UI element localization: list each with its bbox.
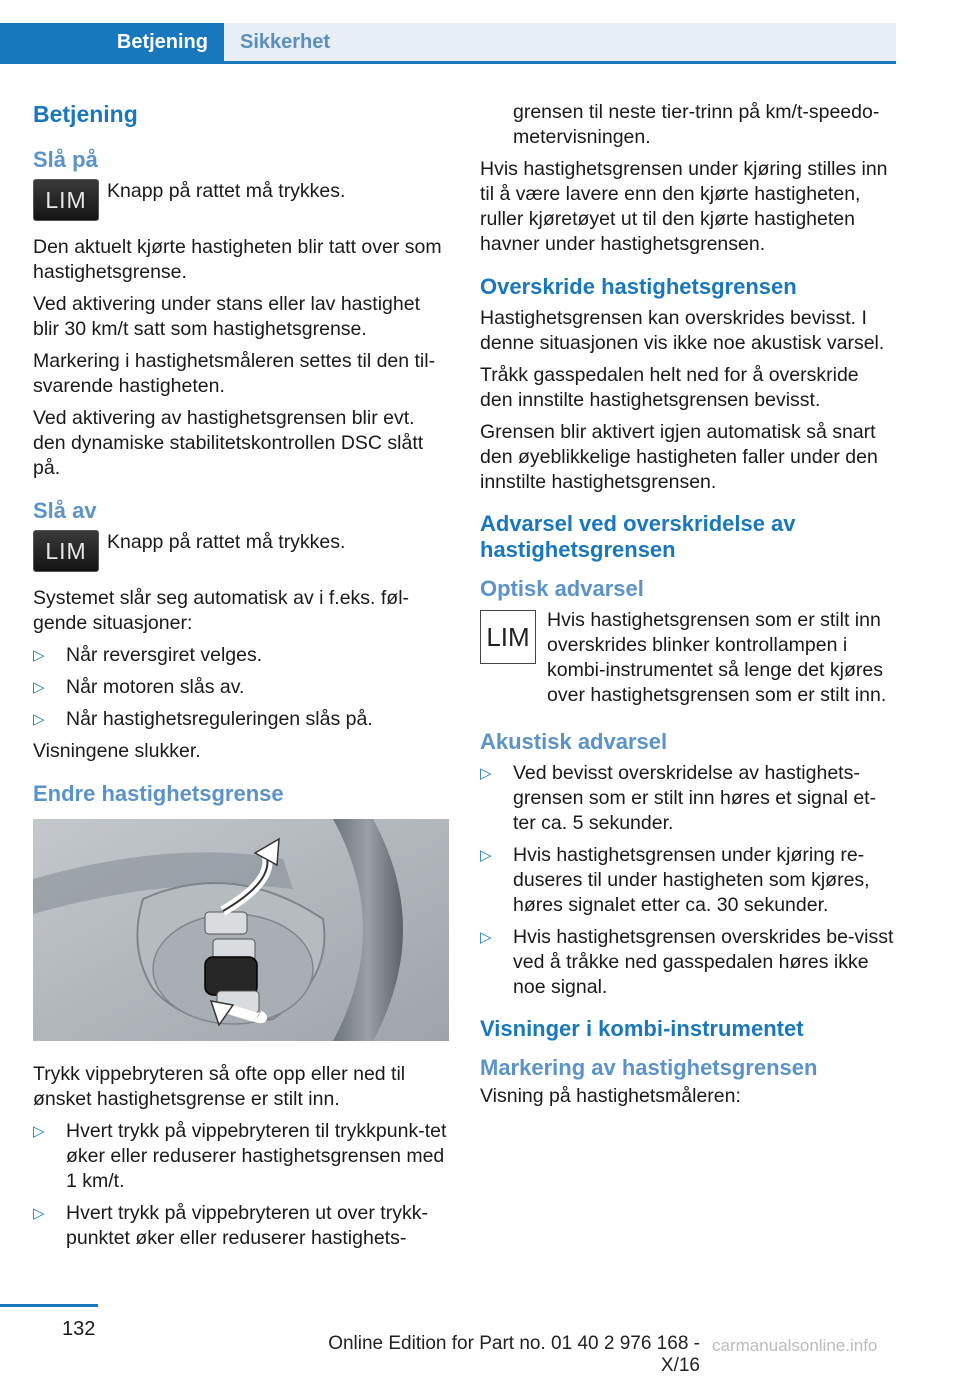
list-item: ▷ Ved bevisst overskridelse av hastighets‐grensen som er stilt inn høres et signal et‐ter ca. 5 sekunder. xyxy=(480,761,896,836)
paragraph: Systemet slår seg automatisk av i f.eks. føl‐gende situasjoner: xyxy=(33,587,410,634)
list-item-continuation: grensen til neste tier-trinn på km/t-speedo‐metervisningen. xyxy=(513,101,880,148)
list-item: ▷ Hvert trykk på vippebryteren til trykkpunk‐tet øker eller reduserer hastighetsgrensen med 1 km/t. xyxy=(33,1119,449,1194)
paragraph: Hastighetsgrensen kan overskrides bevisst. I denne situasjonen vis ikke noe akustisk varsel. xyxy=(480,307,885,354)
paragraph: Grensen blir aktivert igjen automatisk så snart den øyeblikkelige hastigheten faller under den innstilte hastighetsgrensen. xyxy=(480,421,878,493)
page-number: 132 xyxy=(62,1318,96,1340)
sla-av-list xyxy=(33,643,449,732)
paragraph: Trykk vippebryteren så ofte opp eller ned til ønsket hastighetsgrense er stilt inn. xyxy=(33,1063,406,1110)
optisk-icon-row xyxy=(480,608,896,708)
sla-pa-icon-row xyxy=(33,179,449,225)
sla-pa-icon-text: Knapp på rattet må trykkes. xyxy=(107,180,346,202)
markering-title: Markering av hastighetsgrensen xyxy=(480,1055,818,1080)
lim-button-icon: LIM xyxy=(33,530,99,572)
paragraph: Tråkk gasspedalen helt ned for å overskride den innstilte hastighetsgrensen bevisst. xyxy=(480,364,859,411)
paragraph: Den aktuelt kjørte hastigheten blir tatt over som hastighetsgrense. xyxy=(33,236,442,283)
optisk-title: Optisk advarsel xyxy=(480,576,644,601)
list-item: ▷ Hvis hastighetsgrensen overskrides be‐visst ved å tråkke ned gasspedalen høres ikke noe signal. xyxy=(480,925,896,1000)
visninger-title: Visninger i kombi-instrumentet xyxy=(480,1016,804,1041)
sla-av-title: Slå av xyxy=(33,498,97,523)
section-heading: Betjening xyxy=(33,101,138,127)
right-column xyxy=(480,100,896,1116)
akustisk-list xyxy=(480,761,896,1000)
overskride-title: Overskride hastighetsgrensen xyxy=(480,274,797,299)
page-number-rule xyxy=(0,1304,98,1307)
tab-betjening[interactable]: Betjening xyxy=(0,23,224,61)
sla-pa-title: Slå på xyxy=(33,147,98,172)
akustisk-title: Akustisk advarsel xyxy=(480,729,668,754)
lim-button-icon: LIM xyxy=(33,179,99,221)
watermark: carmanualsonline.info xyxy=(712,1336,878,1355)
left-column xyxy=(33,100,449,1258)
endre-list xyxy=(33,1119,449,1251)
sla-av-icon-text: Knapp på rattet må trykkes. xyxy=(107,531,346,553)
paragraph: Visning på hastighetsmåleren: xyxy=(480,1085,741,1107)
edition-footer: Online Edition for Part no. 01 40 2 976 168 - X/16 xyxy=(328,1333,700,1376)
paragraph: Visningene slukker. xyxy=(33,740,201,762)
advarsel-title: Advarsel ved overskridelse av hastighetsgrensen xyxy=(480,511,796,562)
steering-wheel-rocker-switch-image xyxy=(33,819,449,1041)
lim-indicator-icon: LIM xyxy=(480,610,536,664)
paragraph: Ved aktivering under stans eller lav hastighet blir 30 km/t satt som hastighetsgrense. xyxy=(33,293,420,340)
tab-sikkerhet[interactable]: Sikkerhet xyxy=(224,23,896,61)
endre-title: Endre hastighetsgrense xyxy=(33,781,284,806)
list-item: ▷ Hvert trykk på vippebryteren ut over trykk‐punktet øker eller reduserer hastighets‐ xyxy=(33,1201,449,1251)
paragraph: Ved aktivering av hastighetsgrensen blir evt. den dynamiske stabilitetskontrollen DSC slått på. xyxy=(33,407,424,479)
paragraph: Markering i hastighetsmåleren settes til den til‐svarende hastigheten. xyxy=(33,350,436,397)
list-item: ▷ Hvis hastighetsgrensen under kjøring re‐duseres til under hastigheten som kjøres, høres signalet etter ca. 30 sekunder. xyxy=(480,843,896,918)
list-item: ▷ Når motoren slås av. xyxy=(33,675,449,700)
list-item: ▷ Når reversgiret velges. xyxy=(33,643,449,668)
list-item: ▷ Når hastighetsreguleringen slås på. xyxy=(33,707,449,732)
optisk-text: Hvis hastighetsgrensen som er stilt inn overskrides blinker kontrollampen i kombi-instrumentet så lenge det kjøres over hastighetsgrensen som er stilt inn. xyxy=(547,609,887,706)
paragraph: Hvis hastighetsgrensen under kjøring stilles inn til å være lavere enn den kjørte hastigheten, ruller kjøretøyet ut til den kjørte hastigheten havner under hastighetsgrensen. xyxy=(480,158,888,255)
sla-av-icon-row xyxy=(33,530,449,576)
tab-bar xyxy=(0,23,896,64)
